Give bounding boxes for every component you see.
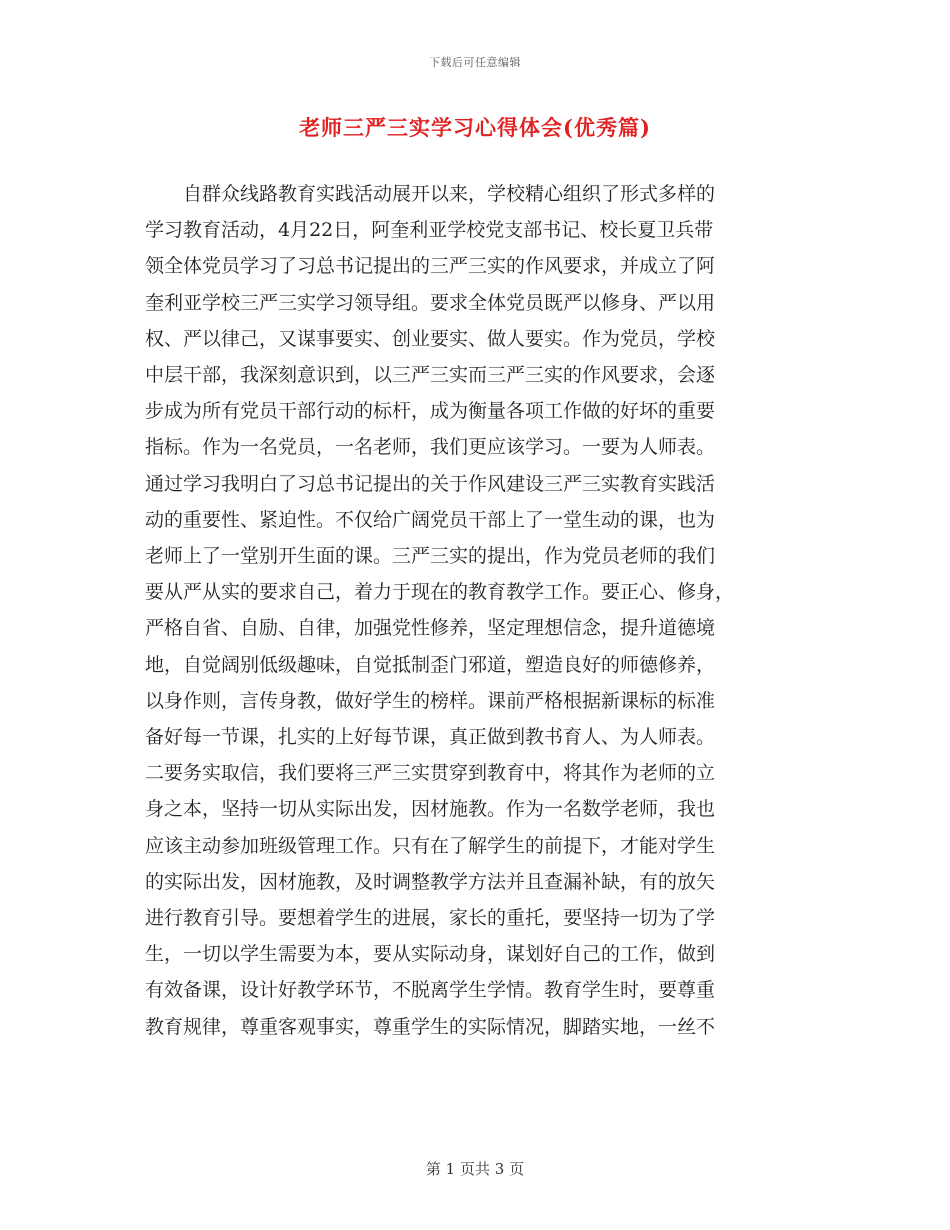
body-line: 身之本，坚持一切从实际出发，因材施教。作为一名数学老师，我也 — [145, 798, 716, 821]
body-line: 应该主动参加班级管理工作。只有在了解学生的前提下，才能对学生 — [145, 834, 716, 857]
document-title: 老师三严三实学习心得体会(优秀篇) — [299, 115, 651, 140]
body-line: 领全体党员学习了习总书记提出的三严三实的作风要求，并成立了阿 — [145, 255, 716, 278]
header-note: 下载后可任意编辑 — [429, 56, 521, 69]
body-line: 二要务实取信，我们要将三严三实贯穿到教育中，将其作为老师的立 — [145, 762, 716, 785]
body-line: 中层干部，我深刻意识到，以三严三实而三严三实的作风要求，会逐 — [145, 364, 716, 387]
body-line: 进行教育引导。要想着学生的进展，家长的重托，要坚持一切为了学 — [145, 907, 716, 930]
body-line: 地，自觉阔别低级趣味，自觉抵制歪门邪道，塑造良好的师德修养， — [145, 653, 716, 676]
body-line: 教育规律，尊重客观事实，尊重学生的实际情况，脚踏实地，一丝不 — [145, 1015, 716, 1038]
body-line: 以身作则，言传身教，做好学生的榜样。课前严格根据新课标的标准 — [145, 689, 716, 712]
body-line: 通过学习我明白了习总书记提出的关于作风建设三严三实教育实践活 — [145, 472, 716, 495]
body-line: 要从严从实的要求自己，着力于现在的教育教学工作。要正心、修身， — [145, 581, 735, 604]
body-line: 自群众线路教育实践活动展开以来，学校精心组织了形式多样的 — [183, 183, 716, 205]
body-line: 奎利亚学校三严三实学习领导组。要求全体党员既严以修身、严以用 — [145, 291, 716, 314]
page-number-footer: 第 1 页共 3 页 — [425, 1160, 525, 1178]
body-line: 严格自省、自励、自律，加强党性修养，坚定理想信念，提升道德境 — [145, 617, 716, 640]
document-body — [145, 176, 805, 1045]
body-line: 权、严以律己，又谋事要实、创业要实、做人要实。作为党员，学校 — [145, 327, 716, 350]
body-line: 动的重要性、紧迫性。不仅给广阔党员干部上了一堂生动的课，也为 — [145, 508, 716, 531]
body-line: 指标。作为一名党员，一名老师，我们更应该学习。一要为人师表。 — [145, 436, 716, 459]
body-line: 步成为所有党员干部行动的标杆，成为衡量各项工作做的好坏的重要 — [145, 400, 716, 423]
body-line: 的实际出发，因材施教，及时调整教学方法并且查漏补缺，有的放矢 — [145, 870, 716, 893]
body-line: 学习教育活动，4月22日，阿奎利亚学校党支部书记、校长夏卫兵带 — [145, 219, 714, 242]
body-line: 备好每一节课，扎实的上好每节课，真正做到教书育人、为人师表。 — [145, 726, 716, 749]
body-line: 老师上了一堂别开生面的课。三严三实的提出，作为党员老师的我们 — [145, 545, 716, 568]
body-line: 生，一切以学生需要为本，要从实际动身，谋划好自己的工作，做到 — [145, 943, 716, 966]
body-line: 有效备课，设计好教学环节，不脱离学生学情。教育学生时，要尊重 — [145, 979, 716, 1002]
